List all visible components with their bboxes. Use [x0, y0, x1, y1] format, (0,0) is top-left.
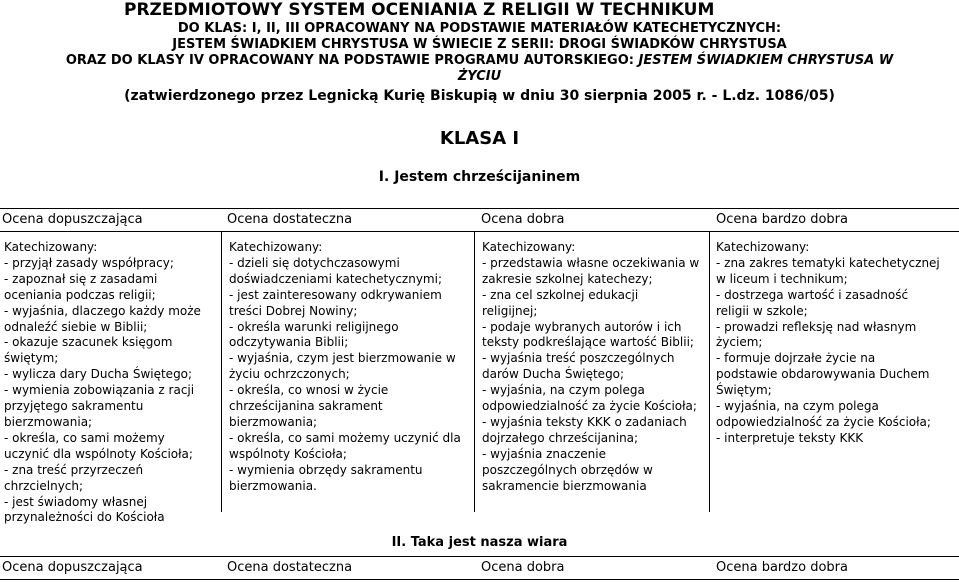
criteria-line: - zna treść przyrzeczeń: [4, 462, 144, 477]
grade-header-3: Ocena dobra: [481, 212, 565, 227]
criteria-line: - wyjaśnia treść poszczególnych: [482, 351, 675, 366]
grade-header-4: Ocena bardzo dobra: [716, 212, 848, 227]
criteria-line: odpowiedzialność za życie Kościoła;: [482, 399, 697, 414]
criteria-line: Katechizowany:: [716, 240, 810, 254]
criteria-line: bierzmowania.: [229, 478, 317, 493]
criteria-line: dojrzałego chrześcijanina;: [482, 430, 639, 445]
column-divider: [709, 232, 710, 512]
grade-header-1: Ocena dopuszczająca: [2, 212, 143, 227]
criteria-line: religijnej;: [482, 303, 538, 318]
criteria-line: wspólnoty Kościoła;: [229, 446, 347, 461]
criteria-line: - wyjaśnia, na czym polega: [716, 399, 879, 414]
criteria-line: - dostrzega wartość i zasadność: [716, 287, 909, 302]
column-dostateczna: [229, 240, 461, 495]
criteria-line: - wyjaśnia teksty KKK o zadaniach: [482, 414, 687, 429]
criteria-line: - wylicza dary Ducha Świętego;: [4, 367, 193, 382]
criteria-line: życiem;: [716, 335, 763, 350]
criteria-line: odnaleźć siebie w Biblii;: [4, 319, 148, 334]
grade-header-2: Ocena dostateczna: [227, 212, 353, 227]
section-title-2: II. Taka jest nasza wiara: [391, 535, 568, 550]
criteria-line: chrzcielnych;: [4, 478, 84, 493]
column-divider: [221, 232, 222, 512]
criteria-line: bierzmowania;: [4, 414, 93, 429]
criteria-line: teksty podkreślające wartość Biblii;: [482, 335, 694, 350]
header-line-1: DO KLAS: I, II, III OPRACOWANY NA PODSTAWIE MATERIAŁÓW KATECHETYCZNYCH:: [177, 21, 782, 36]
criteria-line: oceniania podczas religii;: [4, 287, 156, 302]
column-divider: [474, 232, 475, 512]
criteria-line: Katechizowany:: [482, 240, 576, 254]
grade-header-3: Ocena dobra: [481, 560, 565, 575]
criteria-line: - okazuje szacunek księgom: [4, 335, 173, 350]
criteria-line: zakresie szkolnej katechezy;: [482, 271, 653, 286]
grades-header-row: [0, 208, 959, 232]
criteria-line: - wyjaśnia, czym jest bierzmowanie w: [229, 351, 456, 366]
criteria-line: świętym;: [4, 351, 59, 366]
criteria-line: - dzieli się dotychczasowymi: [229, 255, 400, 270]
header-line-2: JESTEM ŚWIADKIEM CHRYSTUSA W ŚWIECIE Z SERII: DROGI ŚWIADKÓW CHRYSTUSA: [172, 37, 787, 52]
criteria-line: w liceum i technikum;: [716, 271, 848, 286]
criteria-line: podstawie obdarowywania Duchem: [716, 367, 930, 382]
criteria-line: - prowadzi refleksję nad własnym: [716, 319, 917, 334]
criteria-line: przynależności do Kościoła: [4, 510, 165, 525]
criteria-line: - przedstawia własne oczekiwania w: [482, 255, 700, 270]
criteria-line: - przyjął zasady współpracy;: [4, 255, 174, 270]
header-line-4: ŻYCIU: [457, 69, 502, 84]
criteria-line: - wyjaśnia znaczenie: [482, 446, 606, 461]
criteria-line: odpowiedzialność za życie Kościoła;: [716, 414, 931, 429]
document-title: PRZEDMIOTOWY SYSTEM OCENIANIA Z RELIGII W TECHNIKUM: [124, 0, 715, 20]
criteria-line: darów Ducha Świętego;: [482, 367, 625, 382]
criteria-line: życiu ochrzczonych;: [229, 367, 350, 382]
criteria-line: Świętym;: [716, 383, 772, 398]
criteria-line: sakramencie bierzmowania: [482, 478, 647, 493]
criteria-line: - formuje dojrzałe życie na: [716, 351, 876, 366]
criteria-line: doświadczeniami katechetycznymi;: [229, 271, 442, 286]
criteria-line: - określa, co sami możemy uczynić dla: [229, 430, 461, 445]
criteria-line: Katechizowany:: [4, 240, 98, 254]
criteria-line: religii w szkole;: [716, 303, 808, 318]
criteria-line: treści Dobrej Nowiny;: [229, 303, 358, 318]
column-bardzo-dobra: [716, 240, 940, 447]
criteria-line: bierzmowania;: [229, 414, 318, 429]
criteria-line: - podaje wybranych autorów i ich: [482, 319, 682, 334]
criteria-line: - zna cel szkolnej edukacji: [482, 287, 639, 302]
grade-header-4: Ocena bardzo dobra: [716, 560, 848, 575]
criteria-line: chrześcijanina sakrament: [229, 399, 383, 414]
grade-header-1: Ocena dopuszczająca: [2, 560, 143, 575]
criteria-line: Katechizowany:: [229, 240, 323, 254]
criteria-line: - określa warunki religijnego: [229, 319, 399, 334]
grades-header-row-2: [0, 556, 959, 580]
section-title-1: I. Jestem chrześcijaninem: [378, 169, 581, 185]
criteria-line: - wymienia zobowiązania z racji: [4, 383, 195, 398]
criteria-line: - interpretuje teksty KKK: [716, 430, 864, 445]
header-line-3: ORAZ DO KLASY IV OPRACOWANY NA PODSTAWIE PROGRAMU AUTORSKIEGO: JESTEM ŚWIADKIEM CHRYSTUSA W: [65, 53, 894, 68]
criteria-line: - określa, co sami możemy: [4, 430, 165, 445]
column-dobra: [482, 240, 699, 495]
criteria-line: odczytywania Biblii;: [229, 335, 349, 350]
criteria-line: uczynić dla wspólnoty Kościoła;: [4, 446, 193, 461]
criteria-line: - określa, co wnosi w życie: [229, 383, 389, 398]
header-line-5: (zatwierdzonego przez Legnicką Kurię Biskupią w dniu 30 sierpnia 2005 r. - L.dz. 1086/05): [124, 88, 835, 104]
criteria-line: - jest świadomy własnej: [4, 494, 148, 509]
criteria-line: - zapoznał się z zasadami: [4, 271, 158, 286]
criteria-line: - wyjaśnia, dlaczego każdy może: [4, 303, 201, 318]
criteria-line: przyjętego sakramentu: [4, 399, 144, 414]
criteria-line: - jest zainteresowany odkrywaniem: [229, 287, 442, 302]
criteria-line: poszczególnych obrzędów w: [482, 462, 653, 477]
criteria-line: - wymienia obrzędy sakramentu: [229, 462, 423, 477]
column-dopuszczajaca: [4, 240, 201, 526]
grade-header-2: Ocena dostateczna: [227, 560, 353, 575]
criteria-line: - wyjaśnia, na czym polega: [482, 383, 645, 398]
class-title: KLASA I: [439, 128, 520, 149]
criteria-line: - zna zakres tematyki katechetycznej: [716, 255, 940, 270]
